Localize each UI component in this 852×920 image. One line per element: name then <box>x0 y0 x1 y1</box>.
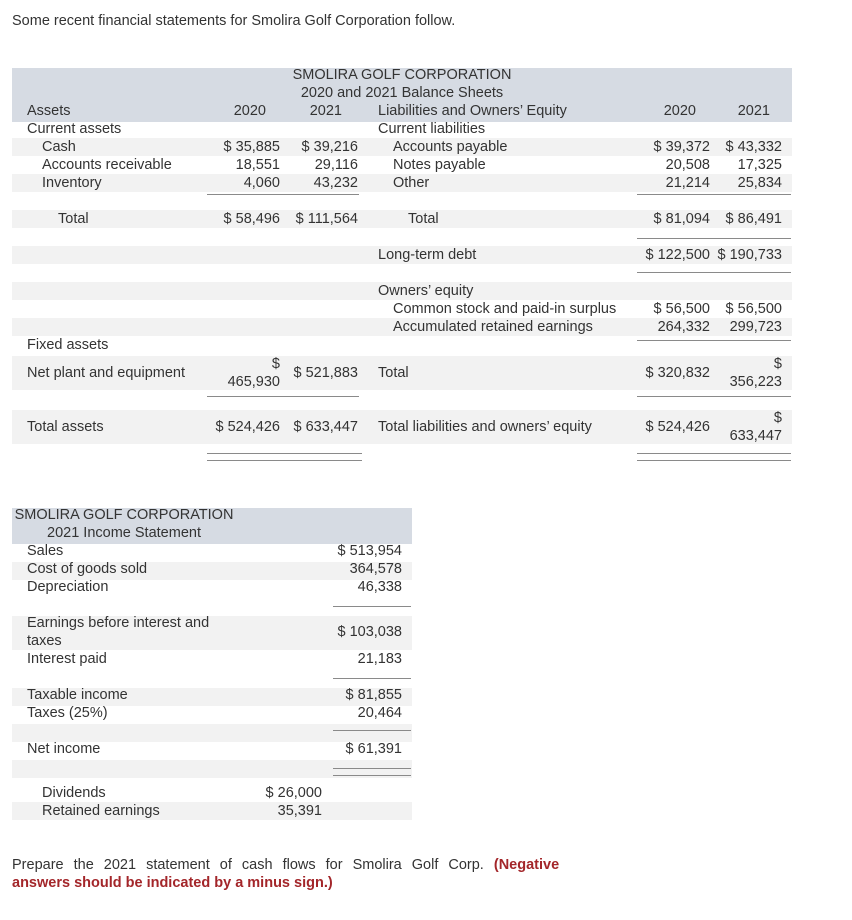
np-2021: 17,325 <box>737 157 782 173</box>
divider <box>637 194 791 195</box>
inventory-2021: 43,232 <box>313 175 358 191</box>
assets-header: Assets <box>27 103 71 119</box>
total-assets-2020: $ 524,426 <box>215 419 280 435</box>
divider <box>207 396 359 397</box>
np-2020: 20,508 <box>665 157 710 173</box>
cash-label: Cash <box>42 139 76 155</box>
net-plant-2020: 465,930 <box>227 374 280 390</box>
total-oe-2021-sign: $ <box>773 356 782 372</box>
divider <box>637 340 791 341</box>
total-current-liab-2020: $ 81,094 <box>653 211 710 227</box>
depreciation-value: 46,338 <box>357 579 402 595</box>
divider <box>207 194 359 195</box>
dividends-value: $ 26,000 <box>265 785 322 801</box>
net-plant-2020-sign: $ <box>271 356 280 372</box>
cash-2020: $ 35,885 <box>223 139 280 155</box>
net-plant-label: Net plant and equipment <box>27 365 185 381</box>
total-oe-label: Total <box>378 365 409 381</box>
total-current-assets-2021: $ 111,564 <box>295 211 358 227</box>
divider <box>333 606 411 607</box>
ebit-label: Earnings before interest and <box>27 615 210 631</box>
interest-value: 21,183 <box>357 651 402 667</box>
year-2020-header: 2020 <box>233 103 266 119</box>
divider <box>333 730 411 731</box>
liab-year-2021-header: 2021 <box>737 103 770 119</box>
other-label: Other <box>393 175 430 191</box>
total-oe-2021: 356,223 <box>729 374 782 390</box>
divider <box>637 460 791 461</box>
retained-earnings-is-label: Retained earnings <box>42 803 160 819</box>
net-plant-2021: $ 521,883 <box>293 365 358 381</box>
ar-2021: 29,116 <box>314 157 358 173</box>
retained-earnings-2020: 264,332 <box>657 319 710 335</box>
total-current-liab-2021: $ 86,491 <box>725 211 782 227</box>
divider <box>207 453 362 454</box>
cash-2021: $ 39,216 <box>301 139 358 155</box>
total-current-assets-2020: $ 58,496 <box>223 211 280 227</box>
ltd-2021: $ 190,733 <box>717 247 782 263</box>
ebit-value: $ 103,038 <box>337 624 402 640</box>
inventory-label: Inventory <box>42 175 102 191</box>
taxes-value: 20,464 <box>357 705 402 721</box>
ebit-label-line2: taxes <box>27 633 62 649</box>
balance-sheet-title: SMOLIRA GOLF CORPORATION <box>292 67 512 83</box>
intro-text: Some recent financial statements for Smolira Golf Corporation follow. <box>12 13 456 29</box>
ap-2020: $ 39,372 <box>653 139 710 155</box>
total-assets-label: Total assets <box>27 419 104 435</box>
total-le-2021: 633,447 <box>729 428 782 444</box>
divider <box>637 453 791 454</box>
balance-sheet-subtitle: 2020 and 2021 Balance Sheets <box>300 85 504 101</box>
cogs-label: Cost of goods sold <box>27 561 148 577</box>
total-current-assets-label: Total <box>58 211 89 227</box>
common-stock-2021: $ 56,500 <box>725 301 782 317</box>
divider <box>637 272 791 273</box>
other-2021: 25,834 <box>737 175 782 191</box>
instruction-note: (Negative <box>493 857 560 873</box>
ltd-2020: $ 122,500 <box>645 247 710 263</box>
dividends-label: Dividends <box>42 785 106 801</box>
income-statement-subtitle: 2021 Income Statement <box>47 525 201 541</box>
instruction-text: Prepare the 2021 statement of cash flows for Smolira Golf Corp. (Negative <box>12 857 560 873</box>
instruction-note-line2: answers should be indicated by a minus sign.) <box>12 875 333 891</box>
liab-year-2020-header: 2020 <box>663 103 696 119</box>
inventory-2020: 4,060 <box>243 175 280 191</box>
common-stock-2020: $ 56,500 <box>653 301 710 317</box>
divider <box>333 775 411 776</box>
sales-label: Sales <box>27 543 64 559</box>
ap-2021: $ 43,332 <box>725 139 782 155</box>
total-oe-2020: $ 320,832 <box>645 365 710 381</box>
total-le-2021-sign: $ <box>773 410 782 426</box>
retained-earnings-2021: 299,723 <box>729 319 782 335</box>
current-liabilities-label: Current liabilities <box>378 121 486 137</box>
sales-value: $ 513,954 <box>337 543 402 559</box>
divider <box>333 768 411 769</box>
retained-earnings-is-value: 35,391 <box>277 803 322 819</box>
current-assets-label: Current assets <box>27 121 122 137</box>
taxable-income-value: $ 81,855 <box>345 687 402 703</box>
interest-label: Interest paid <box>27 651 107 667</box>
ar-label: Accounts receivable <box>42 157 172 173</box>
divider <box>333 678 411 679</box>
taxes-label: Taxes (25%) <box>27 705 108 721</box>
net-income-value: $ 61,391 <box>345 741 402 757</box>
liabilities-header: Liabilities and Owners’ Equity <box>378 103 567 119</box>
owners-equity-label: Owners’ equity <box>378 283 474 299</box>
ap-label: Accounts payable <box>393 139 508 155</box>
year-2021-header: 2021 <box>309 103 342 119</box>
total-current-liab-label: Total <box>408 211 439 227</box>
common-stock-label: Common stock and paid-in surplus <box>393 301 617 317</box>
retained-earnings-label: Accumulated retained earnings <box>393 319 593 335</box>
fixed-assets-label: Fixed assets <box>27 337 109 353</box>
ar-2020: 18,551 <box>235 157 280 173</box>
taxable-income-label: Taxable income <box>27 687 128 703</box>
divider <box>637 396 791 397</box>
ltd-label: Long-term debt <box>378 247 477 263</box>
depreciation-label: Depreciation <box>27 579 109 595</box>
divider <box>207 460 362 461</box>
total-le-2020: $ 524,426 <box>645 419 710 435</box>
net-income-label: Net income <box>27 741 101 757</box>
other-2020: 21,214 <box>665 175 710 191</box>
divider <box>637 238 791 239</box>
total-assets-2021: $ 633,447 <box>293 419 358 435</box>
cogs-value: 364,578 <box>349 561 402 577</box>
income-statement-title: SMOLIRA GOLF CORPORATION <box>14 507 234 523</box>
np-label: Notes payable <box>393 157 486 173</box>
total-le-label: Total liabilities and owners’ equity <box>378 419 592 435</box>
